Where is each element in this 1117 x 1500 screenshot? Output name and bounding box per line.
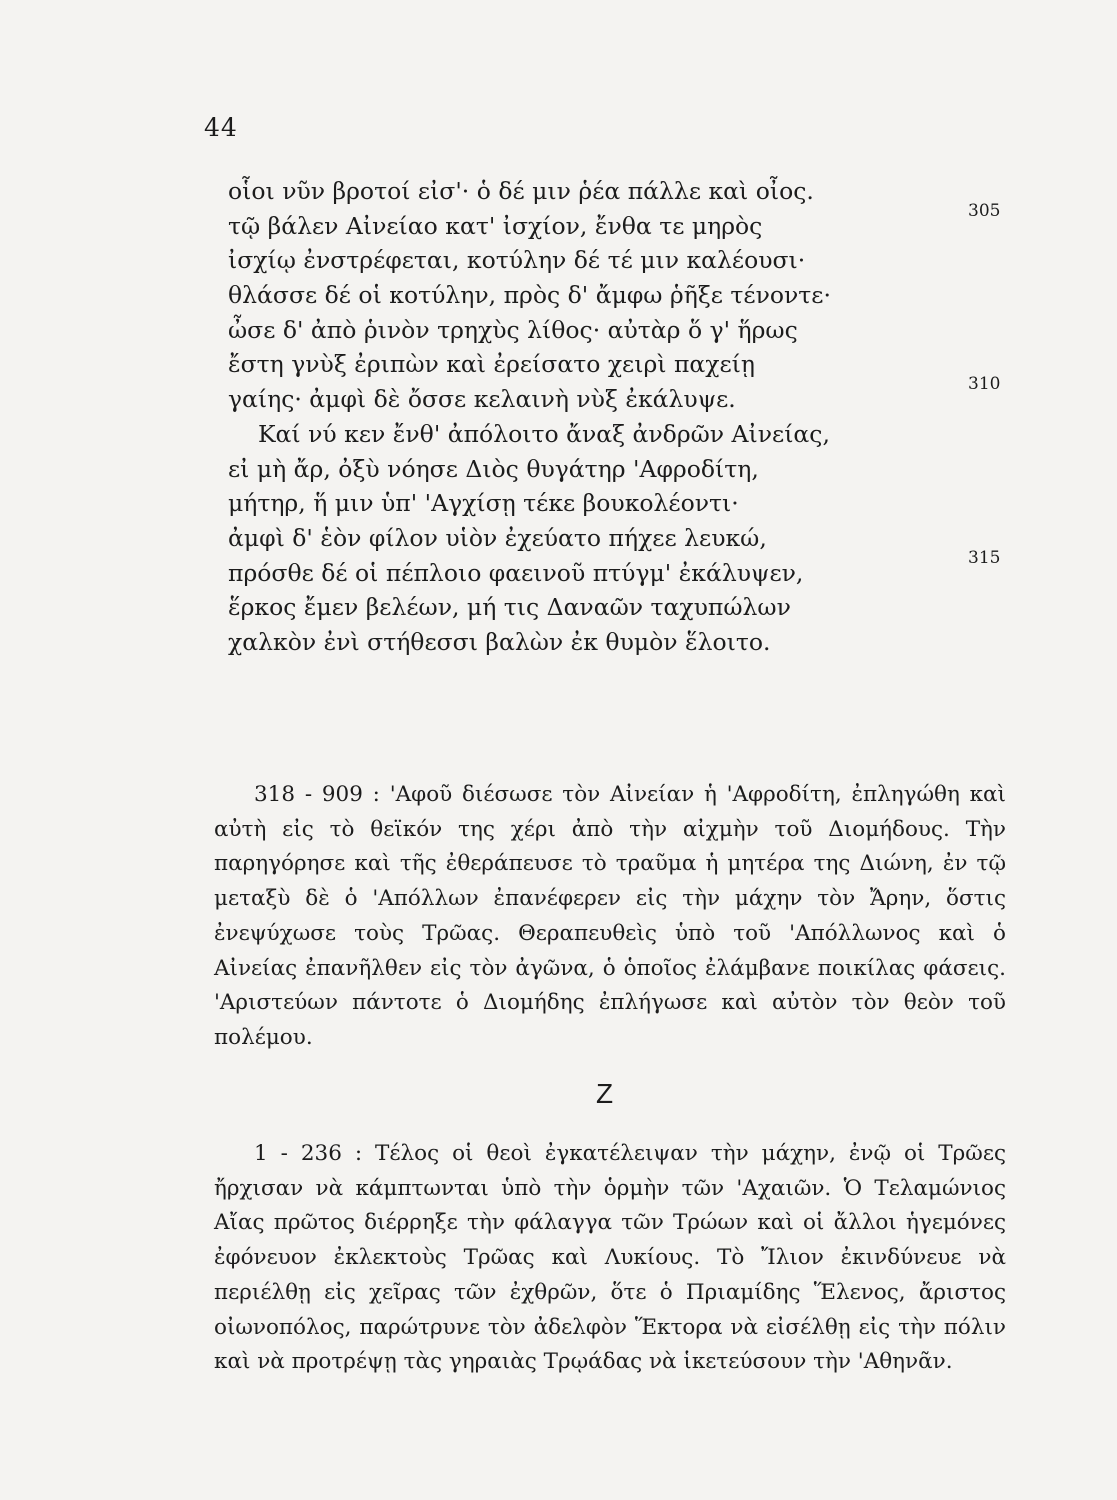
verse-text: ἔστη γνὺξ ἐριπὼν καὶ ἐρείσατο χειρὶ παχείῃ (228, 350, 755, 379)
verse-text: εἰ μὴ ἄρ, ὀξὺ νόησε Διὸς θυγάτηρ 'Αφροδίτη, (228, 454, 759, 483)
verse-line-4 (228, 313, 1028, 348)
verse-line-0 (228, 174, 1028, 209)
verse-line-9 (228, 486, 1028, 521)
verse-text: οἷοι νῦν βροτοί εἰσ'· ὁ δέ μιν ῥέα πάλλε καὶ οἶος. (228, 177, 814, 205)
verse-text: ἕρκος ἔμεν βελέων, μή τις Δαναῶν ταχυπώλων (228, 593, 791, 622)
verse-line-12 (228, 590, 1028, 625)
verse-text: πρόσθε δέ οἱ πέπλοιο φαεινοῦ πτύγμ' ἐκάλυψεν, (228, 558, 804, 587)
verse-line-6 (228, 374, 1028, 417)
verse-text: ἰσχίῳ ἐνστρέφεται, κοτύλην δέ τέ μιν καλέουσι· (228, 246, 806, 275)
verse-line-7 (228, 417, 1028, 452)
verse-line-5 (228, 347, 1028, 382)
verse-text: χαλκὸν ἐνὶ στήθεσσι βαλὼν ἐκ θυμὸν ἕλοιτο. (228, 627, 771, 656)
verse-text: ἀμφὶ δ' ἑὸν φίλον υἱὸν ἐχεύατο πήχεε λευκώ, (228, 523, 767, 552)
section-heading: Z (596, 1078, 614, 1109)
verse-text: θλάσσε δέ οἱ κοτύλην, πρὸς δ' ἄμφω ῥῆξε τένοντε· (228, 281, 831, 310)
verse-text: Καί νύ κεν ἔνθ' ἀπόλοιτο ἄναξ ἀνδρῶν Αἰνείας, (258, 419, 830, 448)
verse-text: μήτηρ, ἥ μιν ὑπ' 'Αγχίσῃ τέκε βουκολέοντι· (228, 489, 739, 518)
summary-paragraph-2: 1 - 236 : Τέλος οἱ θεοὶ ἐγκατέλειψαν τὴν μάχην, ἐνῷ οἱ Τρῶες ἤρχισαν νὰ κάμπτωνται ὑπὸ τὴν ὁρμὴν τῶν 'Αχαιῶν. Ὁ Τελαμώνιος Αἴας πρῶτος διέρρηξε τὴν φάλαγγα τῶν Τρώων καὶ οἱ ἄλλοι ἡγεμόνες ἐφόνευον ἐκλεκτοὺς Τρῶας καὶ Λυκίους. Τὸ Ἴλιον ἐκινδύνευε νὰ περιέλθῃ εἰς χεῖρας τῶν ἐχθρῶν, ὅτε ὁ Πριαμίδης Ἕλενος, ἄριστος οἰωνοπόλος, παρώτρυνε τὸν ἀδελφὸν Ἕκτορα νὰ εἰσέλθῃ εἰς τὴν πόλιν καὶ νὰ προτρέψῃ τὰς γηραιὰς Τρῳάδας νὰ ἱκετεύσουν τὴν 'Αθηνᾶν. (214, 1141, 1006, 1375)
summary-paragraph-1: 318 - 909 : 'Αφοῦ διέσωσε τὸν Αἰνείαν ἡ 'Αφροδίτη, ἐπληγώθη καὶ αὐτὴ εἰς τὸ θεϊκόν της χέρι ἀπὸ τὴν αἰχμὴν τοῦ Διομήδους. Τὴν παρηγόρησε καὶ τῆς ἐθεράπευσε τὸ τραῦμα ἡ μητέρα της Διώνη, ἐν τῷ μεταξὺ δὲ ὁ 'Απόλλων ἐπανέφερεν εἰς τὴν μάχην τὸν Ἄρην, ὅστις ἐνεψύχωσε τοὺς Τρῶας. Θεραπευθεὶς ὑπὸ τοῦ 'Απόλλωνος καὶ ὁ Αἰνείας ἐπανῆλθεν εἰς τὸν ἀγῶνα, ὁ ὁποῖος ἐλάμβανε ποικίλας φάσεις. 'Αριστεύων πάντοτε ὁ Διομήδης ἐπλήγωσε καὶ αὐτὸν τὸν θεὸν τοῦ πολέμου. (214, 782, 1006, 1050)
page-number: 44 (204, 113, 238, 142)
verse-line-2 (228, 243, 1028, 278)
verse-line-3 (228, 278, 1028, 313)
verse-line-1 (228, 200, 1028, 244)
verse-block (228, 174, 1028, 660)
line-number: 305 (968, 200, 1001, 221)
verse-line-13 (228, 625, 1028, 660)
verse-line-10 (228, 521, 1028, 556)
verse-line-8 (228, 452, 1028, 487)
line-number: 310 (968, 374, 1001, 395)
verse-text: ὦσε δ' ἀπὸ ῥινὸν τρηχὺς λίθος· αὐτὰρ ὅ γ' ἥρως (228, 315, 798, 344)
line-number: 315 (968, 547, 1001, 568)
verse-text: γαίης· ἀμφὶ δὲ ὄσσε κελαινὴ νὺξ ἐκάλυψε. (228, 385, 736, 414)
verse-line-11 (228, 547, 1028, 591)
verse-text: τῷ βάλεν Αἰνείαο κατ' ἰσχίον, ἔνθα τε μηρὸς (228, 211, 763, 240)
